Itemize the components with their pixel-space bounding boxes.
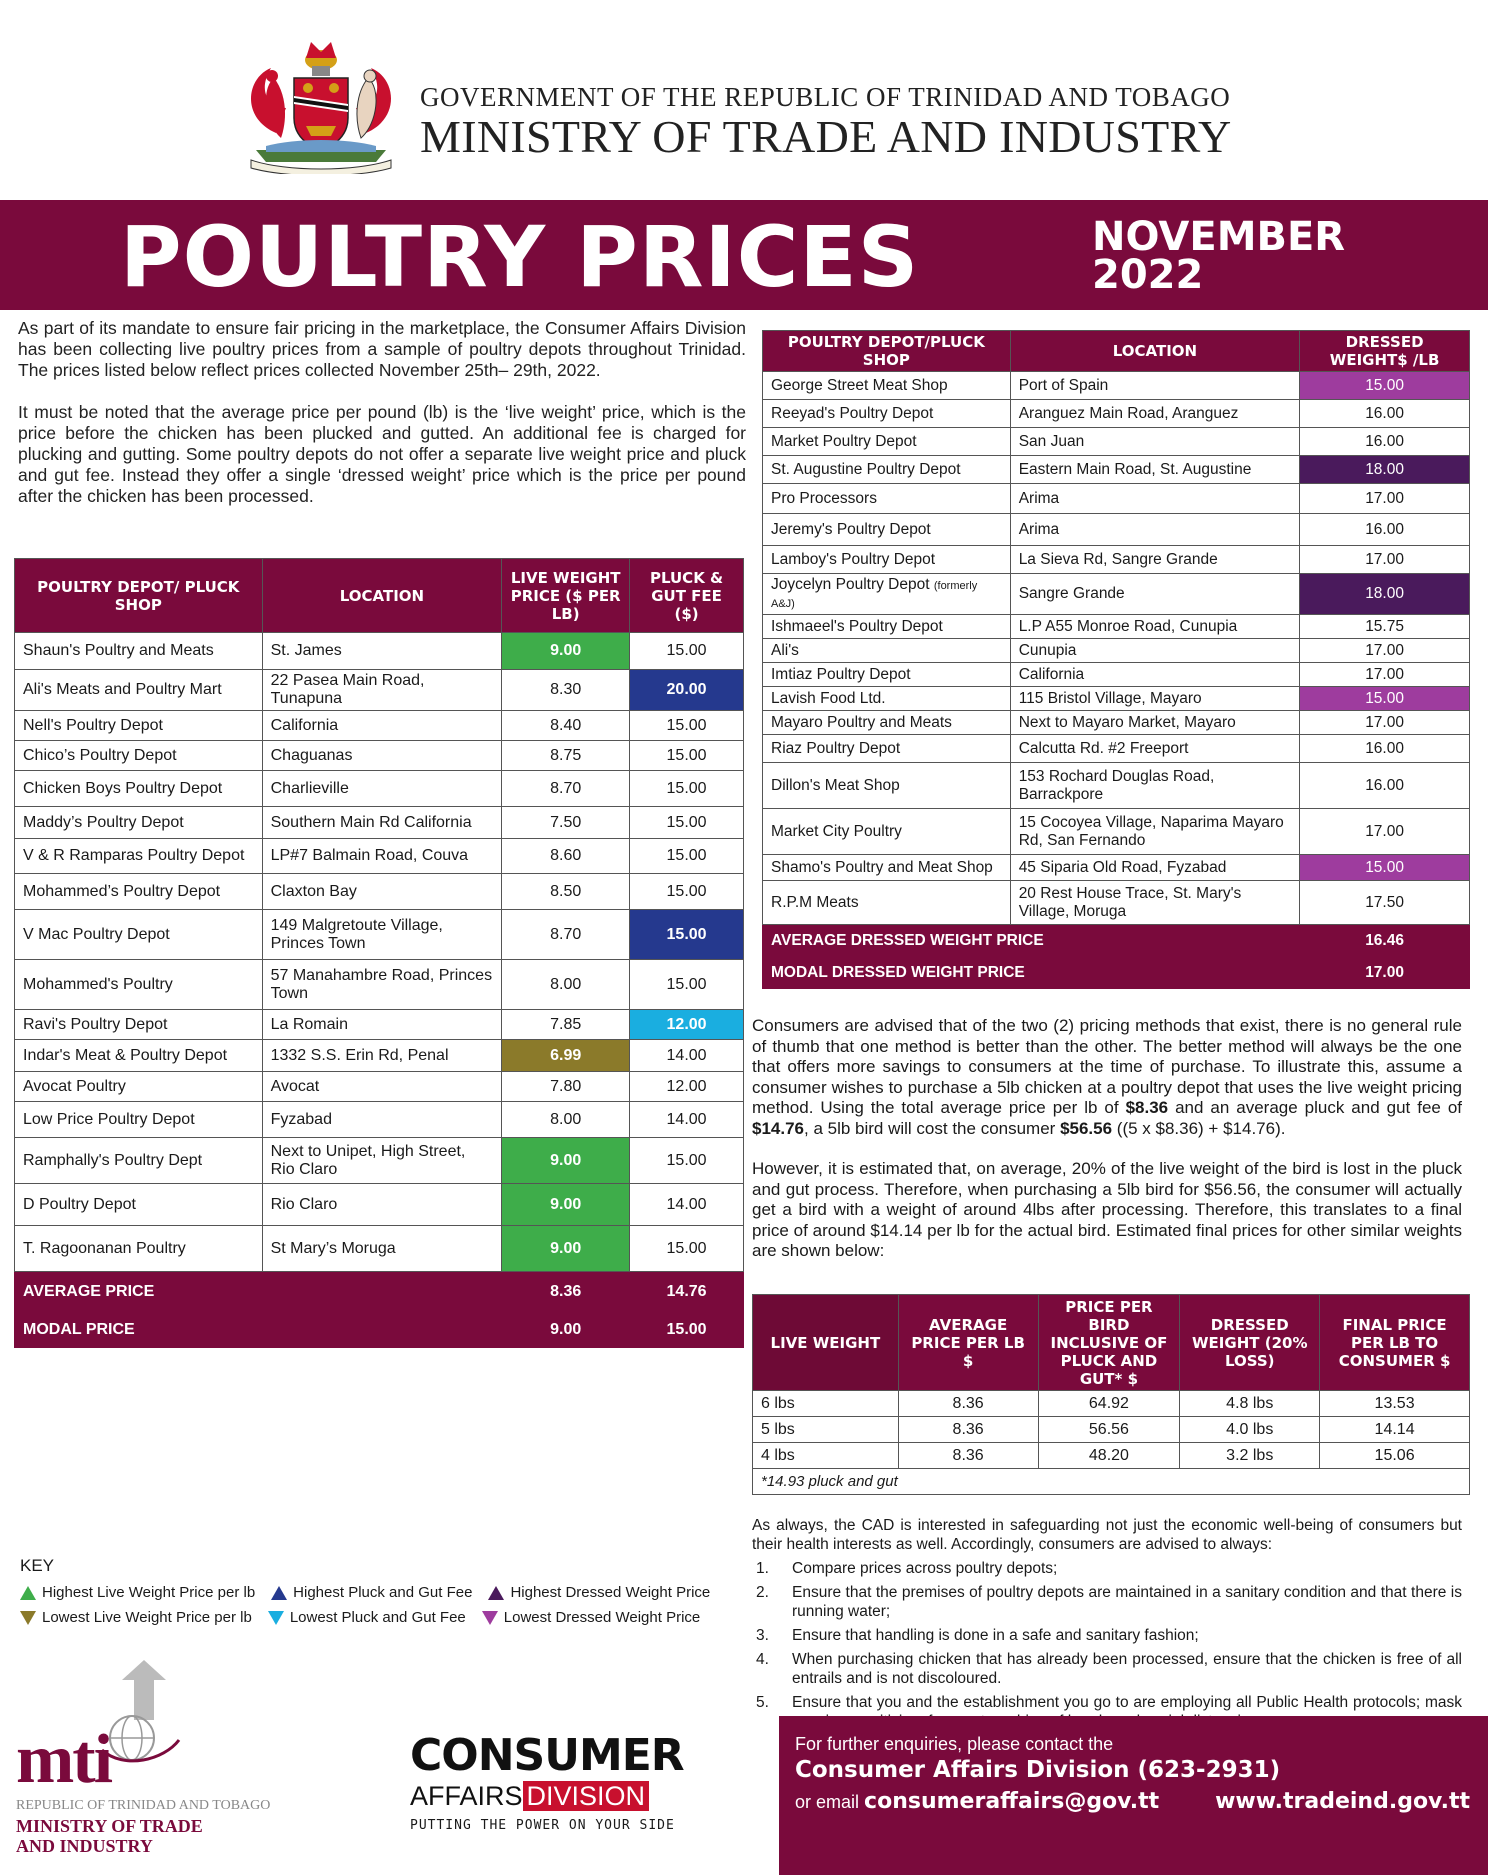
depot-location: Eastern Main Road, St. Augustine [1010, 456, 1300, 484]
depot-name: Low Price Poultry Depot [15, 1102, 263, 1138]
depot-name: T. Ragoonanan Poultry [15, 1226, 263, 1272]
pluck-gut-fee: 20.00 [630, 670, 744, 711]
live-weight-price: 7.85 [502, 1010, 630, 1040]
depot-location: Arima [1010, 484, 1300, 514]
table-row [763, 881, 1470, 925]
summary-fee: 14.76 [630, 1272, 744, 1312]
depot-name-text: Imtiaz Poultry Depot [771, 665, 911, 683]
live-weight-price: 9.00 [502, 633, 630, 670]
advice-item [752, 1559, 1462, 1578]
depot-name: Maddy’s Poultry Depot [15, 807, 263, 839]
advice-text: Ensure that the premises of poultry depots are maintained in a sanitary condition and that there is running water; [792, 1584, 1462, 1620]
dressed-weight-price: 15.00 [1300, 687, 1470, 711]
pluck-gut-fee: 14.00 [630, 1184, 744, 1226]
header-live-weight: LIVE WEIGHT PRICE ($ PER LB) [502, 559, 630, 633]
triangle-up-icon [271, 1586, 287, 1600]
live-weight-price: 9.00 [502, 1138, 630, 1184]
key-row-lowest [20, 1609, 710, 1626]
depot-location: St Mary’s Moruga [262, 1226, 502, 1272]
pluck-gut-fee: 15.00 [630, 711, 744, 741]
price-per-bird: 64.92 [1038, 1391, 1180, 1417]
dressed-weight-price: 15.00 [1300, 855, 1470, 881]
contact-website-link[interactable]: www.tradeind.gov.tt [1215, 1789, 1470, 1814]
advice-text: Ensure that handling is done in a safe and sanitary fashion; [792, 1627, 1199, 1644]
summary-live-price: 8.36 [502, 1272, 630, 1312]
advice-text: When purchasing chicken that has already been processed, ensure that the chicken is free of all entrails and is not discoloured. [792, 1651, 1462, 1687]
live-weight-price-table [14, 558, 744, 1348]
summary-label: AVERAGE PRICE [15, 1272, 502, 1312]
table-row [15, 741, 744, 771]
table-row [763, 711, 1470, 735]
triangle-down-icon [482, 1611, 498, 1625]
depot-name [763, 574, 1011, 615]
key-item [488, 1584, 710, 1601]
triangle-down-icon [268, 1611, 284, 1625]
live-weight-price: 8.60 [502, 839, 630, 874]
depot-name-text: Shamo's Poultry and Meat Shop [771, 858, 993, 876]
advice-number: 1. [756, 1560, 769, 1577]
depot-location: 15 Cocoyea Village, Naparima Mayaro Rd, San Fernando [1010, 809, 1300, 855]
depot-name: Mohammed's Poultry [15, 960, 263, 1010]
modal-dressed-row [763, 957, 1470, 989]
table-row [15, 839, 744, 874]
dressed-weight-price: 18.00 [1300, 574, 1470, 615]
depot-name [763, 763, 1011, 809]
table-row [763, 687, 1470, 711]
intro-paragraph-1: As part of its mandate to ensure fair pricing in the marketplace, the Consumer Affairs Division has been collecting live poultry prices from a sample of poultry depots throughout Trinidad. The prices listed below reflect prices collected November 25th– 29th, 2022. [18, 318, 746, 380]
depot-location: Claxton Bay [262, 874, 502, 910]
table-row [15, 711, 744, 741]
depot-name: Indar's Meat & Poultry Depot [15, 1040, 263, 1072]
summary-dressed-price: 17.00 [1300, 957, 1470, 989]
depot-name [763, 546, 1011, 574]
title-banner [0, 200, 1488, 310]
pluck-gut-fee: 15.00 [630, 960, 744, 1010]
header-depot: POULTRY DEPOT/ PLUCK SHOP [15, 559, 263, 633]
key-item [271, 1584, 472, 1601]
table-row [763, 372, 1470, 400]
pluck-gut-fee: 14.00 [630, 1102, 744, 1138]
depot-name [763, 809, 1011, 855]
live-weight-price: 6.99 [502, 1040, 630, 1072]
table-row [763, 763, 1470, 809]
depot-name-text: Jeremy's Poultry Depot [771, 520, 931, 538]
triangle-up-icon [488, 1586, 504, 1600]
contact-panel [779, 1716, 1488, 1875]
depot-name: Ramphally's Poultry Dept [15, 1138, 263, 1184]
pluck-gut-fee: 15.00 [630, 771, 744, 807]
depot-location: California [1010, 663, 1300, 687]
depot-name: V & R Ramparas Poultry Depot [15, 839, 263, 874]
pluck-gut-fee: 15.00 [630, 910, 744, 960]
pluck-gut-fee: 15.00 [630, 839, 744, 874]
consumer-affairs-logo [410, 1730, 720, 1840]
contact-email-line: or email consumeraffairs@gov.tt [795, 1789, 1160, 1814]
dressed-weight: 4.8 lbs [1180, 1391, 1320, 1417]
summary-label: AVERAGE DRESSED WEIGHT PRICE [763, 925, 1300, 957]
dressed-weight-price: 17.00 [1300, 484, 1470, 514]
depot-name-text: Riaz Poultry Depot [771, 739, 901, 757]
mti-wordmark: mti [16, 1721, 112, 1798]
depot-location: Next to Mayaro Market, Mayaro [1010, 711, 1300, 735]
mti-line-2: MINISTRY OF TRADE [16, 1816, 203, 1836]
table-row [15, 1102, 744, 1138]
depot-location: Calcutta Rd. #2 Freeport [1010, 735, 1300, 763]
table-row [763, 855, 1470, 881]
table-row [15, 874, 744, 910]
depot-name: Avocat Poultry [15, 1072, 263, 1102]
average-price: 8.36 [898, 1443, 1038, 1469]
table-row [15, 1184, 744, 1226]
depot-name-text: Market Poultry Depot [771, 432, 917, 450]
depot-location: Sangre Grande [1010, 574, 1300, 615]
table-row [15, 1226, 744, 1272]
dressed-weight: 3.2 lbs [1180, 1443, 1320, 1469]
table-row [763, 735, 1470, 763]
key-title: KEY [20, 1556, 55, 1575]
live-weight-price: 7.80 [502, 1072, 630, 1102]
depot-name: Shaun's Poultry and Meats [15, 633, 263, 670]
depot-location: Charlieville [262, 771, 502, 807]
pluck-gut-fee: 15.00 [630, 807, 744, 839]
depot-location: 115 Bristol Village, Mayaro [1010, 687, 1300, 711]
summary-dressed-price: 16.46 [1300, 925, 1470, 957]
live-weight-price: 8.75 [502, 741, 630, 771]
advice-number: 3. [756, 1627, 769, 1644]
pluck-gut-fee: 15.00 [630, 1138, 744, 1184]
depot-name [763, 687, 1011, 711]
dressed-weight-price: 17.00 [1300, 639, 1470, 663]
depot-location: 153 Rochard Douglas Road, Barrackpore [1010, 763, 1300, 809]
dressed-weight-price: 17.00 [1300, 546, 1470, 574]
cad-tagline: PUTTING THE POWER ON YOUR SIDE [410, 1818, 675, 1833]
header-pluck-gut-fee: PLUCK & GUT FEE ($) [630, 559, 744, 633]
pluck-gut-fee: 12.00 [630, 1010, 744, 1040]
triangle-up-icon [20, 1586, 36, 1600]
live-weight-price: 9.00 [502, 1226, 630, 1272]
mti-line-1: REPUBLIC OF TRINIDAD AND TOBAGO [16, 1798, 271, 1813]
depot-name [763, 735, 1011, 763]
depot-location: 22 Pasea Main Road, Tunapuna [262, 670, 502, 711]
average-dressed-row [763, 925, 1470, 957]
advice-item [752, 1626, 1462, 1645]
pluck-gut-fee: 15.00 [630, 1226, 744, 1272]
color-key [20, 1556, 710, 1634]
header-average-price: AVERAGE PRICE PER LB $ [898, 1295, 1038, 1391]
table-row [763, 484, 1470, 514]
key-label: Highest Pluck and Gut Fee [293, 1584, 473, 1601]
depot-name-text: R.P.M Meats [771, 893, 859, 911]
depot-location: 45 Siparia Old Road, Fyzabad [1010, 855, 1300, 881]
dressed-weight-price: 15.00 [1300, 372, 1470, 400]
triangle-down-icon [20, 1611, 36, 1625]
depot-location: La Sieva Rd, Sangre Grande [1010, 546, 1300, 574]
key-label: Lowest Pluck and Gut Fee [289, 1609, 466, 1626]
depot-name-text: Pro Processors [771, 489, 877, 507]
table-row [753, 1443, 1470, 1469]
advice-intro: As always, the CAD is interested in safeguarding not just the economic well-being of consumers but their health interests as well. Accordingly, consumers are advised to always: [752, 1517, 1462, 1553]
advice-number: 2. [756, 1584, 769, 1601]
summary-fee: 15.00 [630, 1312, 744, 1348]
table-row [15, 771, 744, 807]
final-table-footnote: *14.93 pluck and gut [753, 1469, 1470, 1495]
live-weight-price: 8.00 [502, 1102, 630, 1138]
dressed-weight-price: 17.00 [1300, 711, 1470, 735]
live-weight-price: 8.40 [502, 711, 630, 741]
ministry-line: MINISTRY OF TRADE AND INDUSTRY [420, 111, 1232, 162]
dressed-weight-price: 18.00 [1300, 456, 1470, 484]
contact-links [795, 1789, 1470, 1814]
depot-location: Port of Spain [1010, 372, 1300, 400]
dressed-weight-price: 16.00 [1300, 514, 1470, 546]
contact-email-link[interactable]: consumeraffairs@gov.tt [864, 1789, 1160, 1814]
depot-name [763, 428, 1011, 456]
depot-name-text: Ali's [771, 641, 799, 659]
table-row [763, 400, 1470, 428]
average-price: 8.36 [898, 1391, 1038, 1417]
dressed-weight-price: 17.00 [1300, 663, 1470, 687]
header-dressed-weight: DRESSED WEIGHT$ /LB [1300, 331, 1470, 372]
depot-location: Aranguez Main Road, Aranguez [1010, 400, 1300, 428]
header [0, 0, 1488, 200]
table-row [763, 428, 1470, 456]
dressed-weight-price: 17.00 [1300, 809, 1470, 855]
consumer-advice [752, 1516, 1462, 1731]
depot-name: Ali's Meats and Poultry Mart [15, 670, 263, 711]
table-row [763, 514, 1470, 546]
dressed-weight-price: 15.75 [1300, 615, 1470, 639]
dressed-weight-price: 17.50 [1300, 881, 1470, 925]
depot-location: California [262, 711, 502, 741]
depot-name: Chicken Boys Poultry Depot [15, 771, 263, 807]
table-row [15, 807, 744, 839]
depot-name [763, 484, 1011, 514]
price-per-bird: 56.56 [1038, 1417, 1180, 1443]
live-weight-price: 8.30 [502, 670, 630, 711]
table-row [763, 546, 1470, 574]
cad-word-division: DIVISION [523, 1781, 650, 1811]
summary-label: MODAL DRESSED WEIGHT PRICE [763, 957, 1300, 989]
average-price: 8.36 [898, 1417, 1038, 1443]
explanation-paragraph-1: Consumers are advised that of the two (2) pricing methods that exist, there is no general rule of thumb that one method is better than the other. The better method will always be the one that offers more savings to consumers at the time of purchase. To illustrate this, assume a consumer wishes to purchase a 5lb chicken at a poultry depot that uses the live weight pricing method. Using the total average price per lb of $8.36 and an average pluck and gut fee of $14.76, a 5lb bird will cost the consumer $56.56 ((5 x $8.36) + $14.76). [752, 1016, 1462, 1138]
advice-number: 5. [756, 1694, 769, 1711]
depot-name: Chico’s Poultry Depot [15, 741, 263, 771]
cad-word-consumer: CONSUMER [410, 1730, 684, 1781]
mti-line-3: AND INDUSTRY [16, 1836, 153, 1856]
table-row [763, 639, 1470, 663]
key-label: Highest Dressed Weight Price [510, 1584, 711, 1601]
summary-label: MODAL PRICE [15, 1312, 502, 1348]
live-weight-price: 8.00 [502, 960, 630, 1010]
advice-item [752, 1650, 1462, 1688]
pluck-gut-fee: 15.00 [630, 741, 744, 771]
pluck-gut-fee: 15.00 [630, 874, 744, 910]
depot-location: LP#7 Balmain Road, Couva [262, 839, 502, 874]
depot-name [763, 639, 1011, 663]
depot-name-text: Ishmaeel's Poultry Depot [771, 617, 943, 635]
depot-name [763, 855, 1011, 881]
depot-name [763, 400, 1011, 428]
depot-name-text: Lamboy's Poultry Depot [771, 550, 936, 568]
depot-name: D Poultry Depot [15, 1184, 263, 1226]
key-label: Highest Live Weight Price per lb [42, 1584, 256, 1601]
dressed-weight-price: 16.00 [1300, 735, 1470, 763]
depot-name-text: Market City Poultry [771, 822, 902, 840]
average-price-row [15, 1272, 744, 1312]
depot-location: Fyzabad [262, 1102, 502, 1138]
depot-name-text: Dillon's Meat Shop [771, 776, 900, 794]
depot-location: L.P A55 Monroe Road, Cunupia [1010, 615, 1300, 639]
depot-name-text: Reeyad's Poultry Depot [771, 404, 934, 422]
summary-live-price: 9.00 [502, 1312, 630, 1348]
table-row [15, 1010, 744, 1040]
table-row [15, 670, 744, 711]
depot-name: V Mac Poultry Depot [15, 910, 263, 960]
live-weight-price: 8.70 [502, 771, 630, 807]
depot-name-text: St. Augustine Poultry Depot [771, 460, 961, 478]
table-row [753, 1391, 1470, 1417]
final-price: 14.14 [1320, 1417, 1470, 1443]
depot-location: 1332 S.S. Erin Rd, Penal [262, 1040, 502, 1072]
depot-location: Cunupia [1010, 639, 1300, 663]
depot-location: 149 Malgretoute Village, Princes Town [262, 910, 502, 960]
depot-location: 20 Rest House Trace, St. Mary's Village, Moruga [1010, 881, 1300, 925]
advice-list [752, 1559, 1462, 1731]
intro-paragraph-2: It must be noted that the average price per pound (lb) is the ‘live weight’ price, which is the price before the chicken has been plucked and gutted. An additional fee is charged for plucking and gutting. Some poultry depots do not offer a separate live weight price and pluck and gut fee. Instead they offer a single ‘dressed weight’ price which is the price per pound after the chicken has been processed. [18, 402, 746, 506]
contact-intro: For further enquiries, please contact the [795, 1734, 1114, 1754]
key-row-highest [20, 1584, 710, 1601]
final-price: 15.06 [1320, 1443, 1470, 1469]
depot-location: Next to Unipet, High Street, Rio Claro [262, 1138, 502, 1184]
key-label: Lowest Live Weight Price per lb [42, 1609, 252, 1626]
table-row [763, 456, 1470, 484]
cad-word-line [410, 1781, 720, 1812]
depot-name [763, 615, 1011, 639]
modal-price-row [15, 1312, 744, 1348]
price-per-bird: 48.20 [1038, 1443, 1180, 1469]
depot-location: Chaguanas [262, 741, 502, 771]
depot-location: Southern Main Rd California [262, 807, 502, 839]
header-final-price: FINAL PRICE PER LB TO CONSUMER $ [1320, 1295, 1470, 1391]
intro-text [18, 318, 746, 507]
pricing-explanation [752, 1016, 1462, 1262]
depot-location: Arima [1010, 514, 1300, 546]
key-item [20, 1584, 255, 1601]
depot-name-text: George Street Meat Shop [771, 376, 948, 394]
depot-location: 57 Manahambre Road, Princes Town [262, 960, 502, 1010]
pluck-gut-fee: 12.00 [630, 1072, 744, 1102]
cad-word-affairs: AFFAIRS [410, 1781, 523, 1811]
depot-name-text: Mayaro Poultry and Meats [771, 713, 952, 731]
pluck-gut-fee: 14.00 [630, 1040, 744, 1072]
depot-name: Ravi's Poultry Depot [15, 1010, 263, 1040]
table-row [15, 910, 744, 960]
depot-name-text: Joycelyn Poultry Depot [771, 576, 930, 593]
depot-name-note: (formerly A&J) [771, 580, 978, 610]
depot-location: San Juan [1010, 428, 1300, 456]
header-price-per-bird: PRICE PER BIRD INCLUSIVE OF PLUCK AND GUT* $ [1038, 1295, 1180, 1391]
table-row [763, 574, 1470, 615]
government-line: GOVERNMENT OF THE REPUBLIC OF TRINIDAD AND TOBAGO [420, 82, 1231, 112]
table-row [15, 1040, 744, 1072]
header-live-weight: LIVE WEIGHT [753, 1295, 899, 1391]
table-row [15, 633, 744, 670]
live-weight-price: 8.70 [502, 910, 630, 960]
depot-name [763, 663, 1011, 687]
header-depot: POULTRY DEPOT/PLUCK SHOP [763, 331, 1011, 372]
live-weight-price: 7.50 [502, 807, 630, 839]
explanation-paragraph-2: However, it is estimated that, on average, 20% of the live weight of the bird is lost in the pluck and gut process. Therefore, when purchasing a 5lb bird for $56.56, the consumer will actually get a bird with a weight of around 4lbs after processing. Therefore, this translates to a final price of around $14.14 per lb for the actual bird. Estimated final prices for other similar weights are shown below: [752, 1159, 1462, 1260]
key-label: Lowest Dressed Weight Price [503, 1609, 701, 1626]
key-item [20, 1609, 252, 1626]
depot-name: Nell's Poultry Depot [15, 711, 263, 741]
header-location: LOCATION [1010, 331, 1300, 372]
advice-text: Compare prices across poultry depots; [792, 1560, 1058, 1577]
live-weight: 4 lbs [753, 1443, 899, 1469]
key-item [482, 1609, 700, 1626]
live-weight-price: 8.50 [502, 874, 630, 910]
live-weight-price: 9.00 [502, 1184, 630, 1226]
depot-location: Rio Claro [262, 1184, 502, 1226]
key-item [268, 1609, 466, 1626]
header-location: LOCATION [262, 559, 502, 633]
depot-name [763, 372, 1011, 400]
depot-location: Avocat [262, 1072, 502, 1102]
advice-item [752, 1583, 1462, 1621]
table-row [753, 1417, 1470, 1443]
advice-number: 4. [756, 1651, 769, 1668]
table-row [763, 663, 1470, 687]
header-dressed-weight: DRESSED WEIGHT (20% LOSS) [1180, 1295, 1320, 1391]
depot-name [763, 711, 1011, 735]
coat-of-arms-icon [236, 38, 406, 174]
dressed-weight-price-table [762, 330, 1470, 989]
contact-division-phone: Consumer Affairs Division (623-2931) [795, 1757, 1281, 1783]
date-stamp [1092, 214, 1346, 298]
depot-name [763, 881, 1011, 925]
mti-logo [14, 1660, 374, 1860]
table-row [763, 809, 1470, 855]
depot-name [763, 456, 1011, 484]
depot-name [763, 514, 1011, 546]
dressed-weight-price: 16.00 [1300, 400, 1470, 428]
table-row [15, 960, 744, 1010]
table-row [15, 1138, 744, 1184]
depot-location: St. James [262, 633, 502, 670]
dressed-weight-price: 16.00 [1300, 763, 1470, 809]
dressed-weight-price: 16.00 [1300, 428, 1470, 456]
table-row [15, 1072, 744, 1102]
live-weight: 5 lbs [753, 1417, 899, 1443]
final-price: 13.53 [1320, 1391, 1470, 1417]
table-row [763, 615, 1470, 639]
depot-name-text: Lavish Food Ltd. [771, 689, 886, 707]
depot-name: Mohammed’s Poultry Depot [15, 874, 263, 910]
pluck-gut-fee: 15.00 [630, 633, 744, 670]
page-title: POULTRY PRICES [120, 208, 920, 306]
final-price-table [752, 1294, 1470, 1495]
dressed-weight: 4.0 lbs [1180, 1417, 1320, 1443]
live-weight: 6 lbs [753, 1391, 899, 1417]
depot-location: La Romain [262, 1010, 502, 1040]
advice-text: Ensure that you and the establishment you go to are employing all Public Health protocols; mask [792, 1694, 1462, 1711]
year-label: 2022 [1092, 252, 1204, 298]
month-label: NOVEMBER [1092, 214, 1346, 260]
